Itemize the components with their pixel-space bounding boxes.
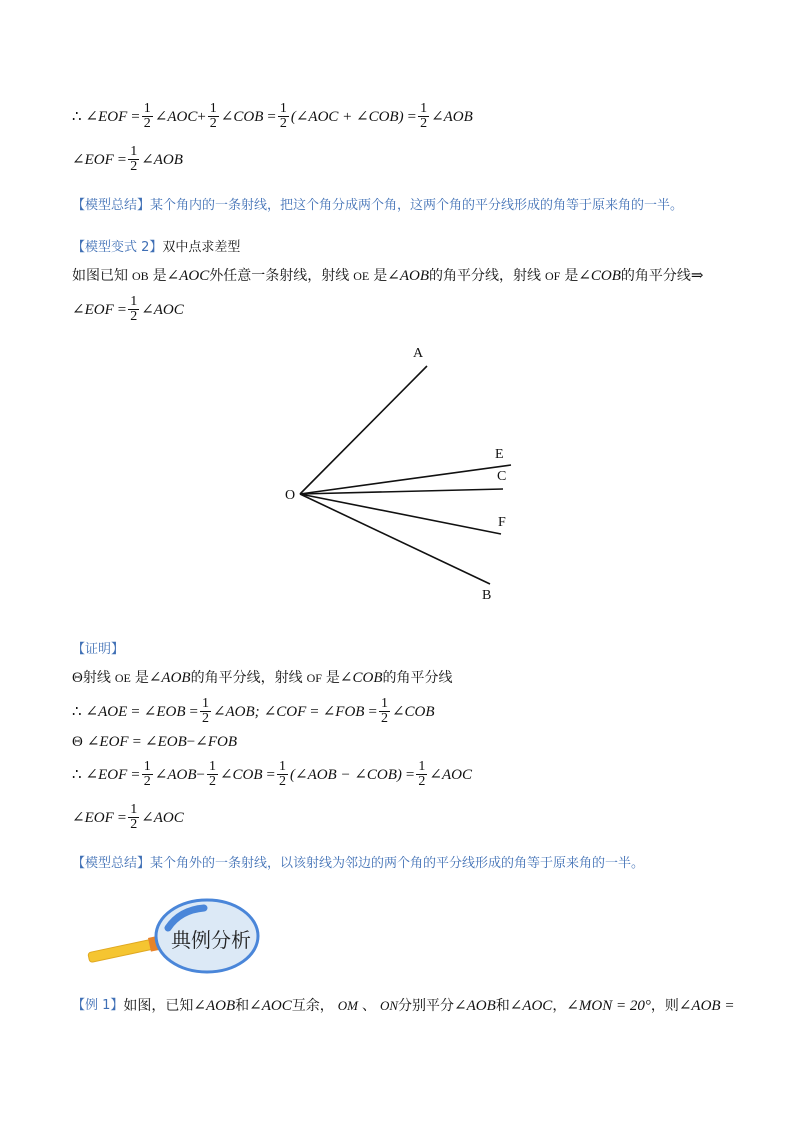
text: ， [552, 998, 567, 1014]
denominator: 2 [130, 309, 138, 324]
text: 如图，已知 [123, 998, 194, 1014]
equals-sign: = [189, 703, 198, 720]
ray-name: OB [132, 269, 149, 283]
equals-sign: = [117, 809, 127, 826]
label-c: C [497, 469, 507, 484]
proof2-line-3 [72, 732, 237, 752]
text: ，则 [650, 998, 679, 1014]
equals-sign: = [368, 703, 377, 720]
denominator: 2 [130, 159, 138, 174]
math-term: ∠COB [391, 703, 435, 720]
because-symbol: Θ [72, 670, 83, 686]
text: 、 [361, 998, 376, 1014]
equals-sign: = [266, 766, 275, 783]
equals-sign: = [267, 108, 276, 125]
math-term: ∠AOC [429, 766, 472, 783]
example-1 [72, 996, 734, 1016]
minus-sign: − [196, 766, 205, 783]
math-term: (∠AOC + ∠COB) [290, 108, 404, 125]
text: 射线 [82, 670, 111, 686]
variant-title: 双中点求差型 [162, 240, 241, 255]
label-e: E [495, 447, 504, 462]
ray-name: OM [337, 998, 358, 1013]
fraction [200, 697, 211, 726]
proof2-line-2 [72, 697, 435, 726]
math-term: ∠AOB [454, 998, 496, 1014]
plus-sign: + [197, 108, 206, 125]
math-term: ∠COB [220, 108, 264, 125]
math-term: ∠AOB [193, 998, 236, 1014]
denominator: 2 [279, 774, 286, 789]
math-term: ∠EOF [86, 734, 129, 750]
equals-sign: = [407, 108, 417, 125]
model-summary-2 [72, 852, 644, 871]
denominator: 2 [201, 711, 209, 726]
numerator: 1 [380, 696, 388, 711]
math-term: ∠AOB [431, 108, 473, 125]
math-term: ∠AOC [141, 301, 184, 318]
minus-sign: − [186, 734, 196, 750]
fraction [379, 697, 390, 726]
summary-text: 某个角外的一条射线，以该射线为邻边的两个角的平分线形成的角等于原来角的一半。 [150, 856, 645, 871]
ray-name: OE [114, 671, 131, 685]
math-term: ∠EOB [145, 734, 187, 750]
math-term: ∠MON = 20° [566, 998, 651, 1014]
numerator: 1 [130, 802, 138, 817]
text: 和 [495, 998, 510, 1014]
numerator: 1 [420, 101, 428, 116]
math-term: ∠COB [578, 268, 621, 284]
math-term: ∠AOC [509, 998, 553, 1014]
therefore-symbol: ∴ [72, 766, 82, 783]
math-term: ∠AOB [148, 670, 191, 686]
proof2-line-1 [72, 668, 453, 688]
text: 是 [373, 268, 388, 284]
math-term: ∠COB [339, 670, 383, 686]
label-f: F [498, 515, 506, 530]
math-term: ∠COB [219, 766, 263, 783]
denominator: 2 [380, 711, 388, 726]
fraction [416, 760, 427, 789]
text: 的角平分线，射线 [190, 670, 303, 686]
math-term: ∠AOC [154, 108, 198, 125]
numerator: 1 [130, 144, 138, 159]
numerator: 1 [279, 101, 287, 116]
math-term: ∠AOB; [212, 703, 260, 720]
text: 是 [152, 268, 167, 284]
text: 分别平分 [398, 998, 454, 1014]
math-term: ∠AOC [249, 998, 292, 1014]
text: 外任意一条射线，射线 [209, 268, 350, 284]
text: 的角平分线，射线 [428, 268, 541, 284]
label-o: O [285, 488, 296, 503]
denominator: 2 [420, 116, 428, 131]
equals-sign: = [405, 766, 415, 783]
ray-name: OF [306, 671, 322, 685]
summary-tag: 【模型总结】 [72, 198, 151, 213]
denominator: 2 [143, 116, 151, 131]
math-term: ∠EOB [143, 703, 186, 720]
fraction [142, 760, 153, 789]
ray-of [300, 494, 501, 534]
math-term: ∠EOF [85, 766, 128, 783]
numerator: 1 [208, 759, 216, 774]
text: 是 [325, 670, 340, 686]
text: 如图已知 [72, 268, 128, 284]
numerator: 1 [279, 759, 286, 774]
denominator: 2 [130, 817, 138, 832]
numerator: 1 [130, 294, 138, 309]
label-a: A [413, 346, 424, 361]
math-term: ∠EOF [72, 809, 114, 826]
math-term: ∠COF [263, 703, 307, 720]
denominator: 2 [209, 116, 217, 131]
numerator: 1 [209, 101, 217, 116]
proof-tag: 【证明】 [72, 642, 125, 657]
fraction [128, 803, 139, 832]
equals-sign: = [132, 734, 142, 750]
equals-sign: = [117, 301, 127, 318]
equals-sign: = [117, 151, 127, 168]
equals-sign: = [131, 108, 140, 125]
equals-sign: = [310, 703, 319, 720]
text: 的角平分线 [382, 670, 453, 686]
banner-title: 典例分析 [171, 928, 251, 952]
label-b: B [482, 588, 492, 603]
numerator: 1 [418, 759, 426, 774]
denominator: 2 [143, 774, 151, 789]
denominator: 2 [279, 116, 287, 131]
summary-tag: 【模型总结】 [72, 856, 151, 871]
ray-name: ON [379, 998, 398, 1013]
because-symbol: Θ [72, 734, 83, 750]
text: 的角平分线 [620, 268, 691, 284]
text: 是 [134, 670, 149, 686]
ray-name: OE [353, 269, 370, 283]
implies-arrow: ⇒ [690, 268, 704, 284]
numerator: 1 [201, 696, 209, 711]
magnifier-handle [88, 938, 159, 962]
fraction [277, 760, 288, 789]
math-term: ∠AOC [141, 809, 184, 826]
ray-name: OF [544, 269, 561, 283]
math-term: ∠AOB [154, 766, 197, 783]
math-term: ∠AOB [387, 268, 429, 284]
fraction [207, 760, 218, 789]
example-tag: 【例 1】 [72, 998, 124, 1013]
text: 互余， [291, 998, 334, 1014]
summary-text: 某个角内的一条射线，把这个角分成两个角，这两个角的平分线形成的角等于原来角的一半。 [150, 198, 684, 213]
math-term: ∠FOB [322, 703, 365, 720]
math-term: (∠AOB − ∠COB) [290, 766, 402, 783]
denominator: 2 [418, 774, 426, 789]
math-term: ∠AOC [166, 268, 210, 284]
therefore-symbol: ∴ [72, 108, 82, 125]
equals-sign: = [131, 766, 140, 783]
numerator: 1 [143, 101, 151, 116]
ray-oa [300, 366, 427, 494]
math-term: ∠AOB = [678, 998, 735, 1014]
text: 和 [235, 998, 250, 1014]
therefore-symbol: ∴ [72, 703, 82, 720]
math-term: ∠FOB [195, 734, 237, 750]
math-term: ∠EOF [72, 301, 114, 318]
numerator: 1 [143, 759, 151, 774]
ray-ob [300, 494, 490, 584]
math-term: ∠EOF [85, 108, 128, 125]
proof2-line-4 [72, 760, 472, 789]
math-term: ∠EOF [72, 151, 114, 168]
math-term: ∠AOB [141, 151, 183, 168]
text: 是 [564, 268, 579, 284]
equals-sign: = [131, 703, 140, 720]
denominator: 2 [208, 774, 216, 789]
math-term: ∠AOE [85, 703, 128, 720]
variant-tag: 【模型变式 2】 [72, 240, 163, 255]
proof2-line-5 [72, 803, 184, 832]
